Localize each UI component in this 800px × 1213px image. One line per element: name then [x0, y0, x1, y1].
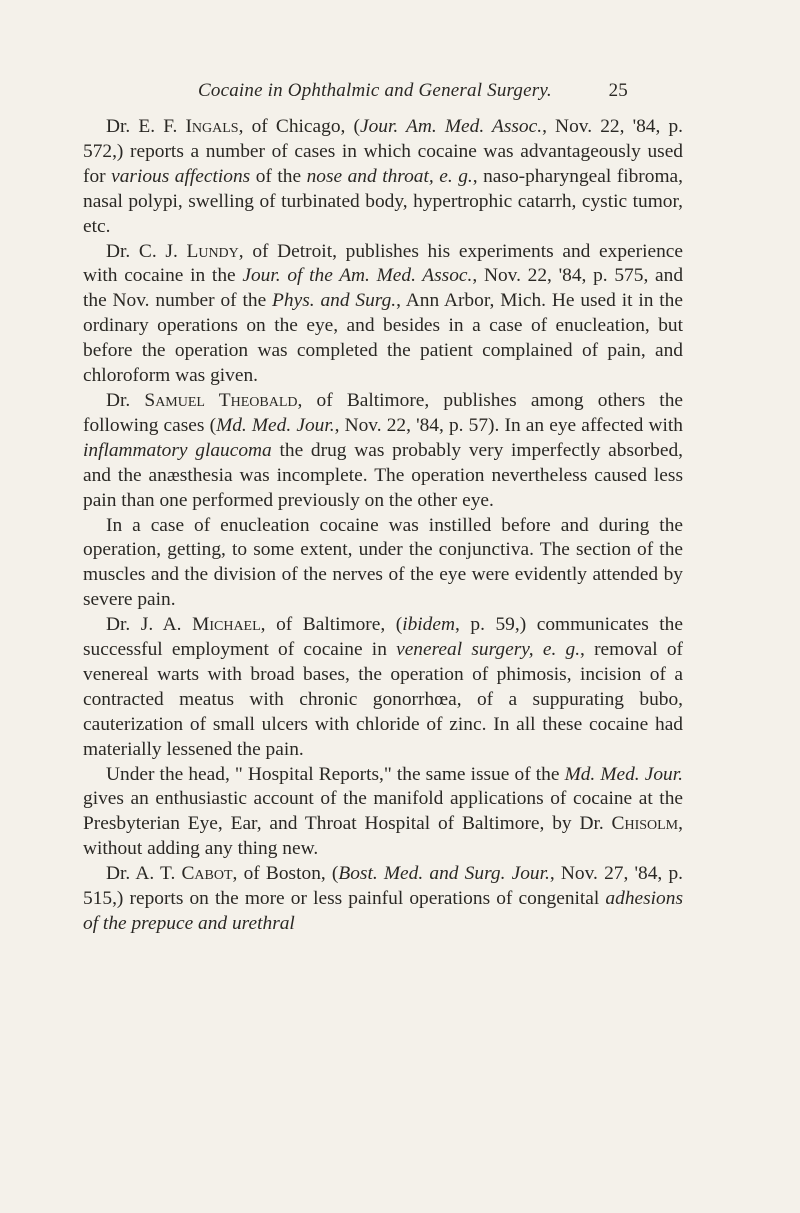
paragraph-theobald: Dr. Samuel Theobald, of Baltimore, publishes among others the following cases (Md. Med. Jour., Nov. 22, '84, p. 57). In an eye affected with inflammatory glaucoma the drug was probably very imperfectly absorbed, and the anæsthesia was incomplete. The operation nevertheless caused less pain than one performed previously on the other eye. — [83, 389, 684, 511]
author-name: Chisolm — [611, 813, 679, 835]
author-name: Michael — [192, 614, 261, 636]
journal-citation: Jour. of the Am. Med. Assoc. — [242, 265, 473, 287]
author-name: Samuel Theobald — [144, 389, 298, 411]
paragraph-lundy: Dr. C. J. Lundy, of Detroit, publishes his experiments and experience with cocaine in the Jour. of the Am. Med. Assoc., Nov. 22, '84, p. 575, and the Nov. number of the Phys. and Surg., Ann Arbor, Mich. He used it in the ordinary operations on the eye, and besides in a case of enucleation, but before the operation was completed the patient complained of pain, and chloroform was given. — [83, 240, 684, 387]
page-number: 25 — [608, 80, 628, 101]
journal-citation: Jour. Am. Med. Assoc. — [359, 116, 543, 137]
journal-citation: Bost. Med. and Surg. Jour. — [338, 863, 550, 885]
author-name: Cabot — [181, 863, 233, 885]
author-name: Lundy — [186, 240, 239, 262]
journal-citation: Md. Med. Jour. — [216, 414, 335, 436]
paragraph-enucleation: In a case of enucleation cocaine was instilled before and during the operation, getting, to some extent, under the conjunctiva. The section of the muscles and the division of the nerves of the eye were evidently attended by severe pain. — [83, 514, 683, 611]
journal-citation: ibidem — [402, 614, 455, 636]
journal-citation: Md. Med. Jour. — [564, 763, 683, 785]
paragraph-hospital-reports: Under the head, " Hospital Reports," the same issue of the Md. Med. Jour. gives an enthusiastic account of the manifold applications of cocaine at the Presbyterian Eye, Ear, and Throat Hospital of Baltimore, by Dr. Chisolm, without adding any thing new. — [83, 763, 683, 860]
running-header — [198, 80, 628, 102]
author-name: Ingals — [185, 116, 239, 137]
paragraph-cabot: Dr. A. T. Cabot, of Boston, (Bost. Med. and Surg. Jour., Nov. 27, '84, p. 515,) reports on the more or less painful operations of congenital adhesions of the prepuce and urethral — [83, 863, 683, 934]
running-title: Cocaine in Ophthalmic and General Surgery. — [198, 80, 552, 101]
paragraph-michael: Dr. J. A. Michael, of Baltimore, (ibidem, p. 59,) communicates the successful employment of cocaine in venereal surgery, e. g., removal of venereal warts with broad bases, the operation of phimosis, incision of a contracted meatus with chronic gonorrhœa, of a suppurating bubo, cauterization of small ulcers with chloride of zinc. In all these cocaine had materially lessened the pain. — [83, 614, 683, 760]
paragraph-ingals: Dr. E. F. Ingals, of Chicago, (Jour. Am. Med. Assoc., Nov. 22, '84, p. 572,) reports a number of cases in which cocaine was advantageously used for various affections of the nose and throat, e. g., naso-pharyngeal fibroma, nasal polypi, swelling of turbinated body, hypertrophic catarrh, cystic tumor, etc. — [83, 116, 684, 237]
body-text — [83, 115, 683, 937]
